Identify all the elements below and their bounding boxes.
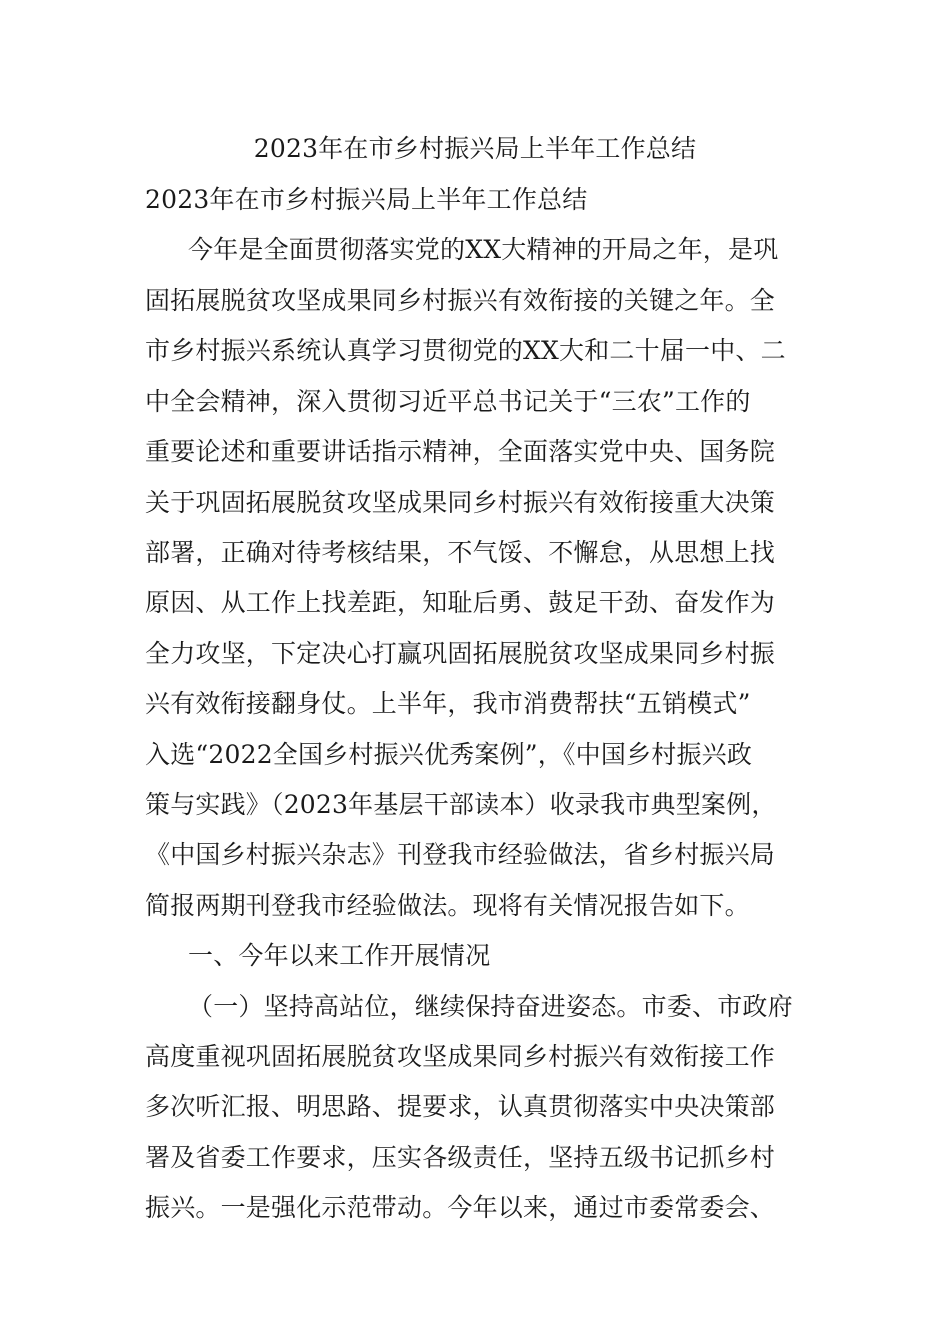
paragraph-line: 今年是全面贯彻落实党的XX大精神的开局之年，是巩 [188, 235, 779, 264]
paragraph-line: 部署，正确对待考核结果，不气馁、不懈怠，从思想上找 [145, 538, 776, 567]
paragraph-line: 关于巩固拓展脱贫攻坚成果同乡村振兴有效衔接重大决策 [145, 488, 776, 517]
paragraph-line: 全力攻坚，下定决心打赢巩固拓展脱贫攻坚成果同乡村振 [145, 639, 776, 668]
document-title: 2023年在市乡村振兴局上半年工作总结 [253, 134, 697, 163]
paragraph-line: 高度重视巩固拓展脱贫攻坚成果同乡村振兴有效衔接工作 [145, 1042, 776, 1071]
paragraph-line: 固拓展脱贫攻坚成果同乡村振兴有效衔接的关键之年。全 [145, 286, 776, 315]
paragraph-line: 《中国乡村振兴杂志》刊登我市经验做法，省乡村振兴局 [145, 840, 776, 869]
paragraph-line: 原因、从工作上找差距，知耻后勇、鼓足干劲、奋发作为 [145, 588, 776, 617]
paragraph-line: 振兴。一是强化示范带动。今年以来，通过市委常委会、 [145, 1193, 776, 1222]
paragraph-line: 入选“2022全国乡村振兴优秀案例”，《中国乡村振兴政 [145, 740, 753, 769]
paragraph-line: 兴有效衔接翻身仗。上半年，我市消费帮扶“五销模式” [145, 689, 751, 718]
document-subtitle: 2023年在市乡村振兴局上半年工作总结 [145, 185, 588, 214]
paragraph-line: （一）坚持高站位，继续保持奋进姿态。市委、市政府 [188, 992, 793, 1021]
paragraph-line: 简报两期刊登我市经验做法。现将有关情况报告如下。 [145, 891, 750, 920]
paragraph-line: 多次听汇报、明思路、提要求，认真贯彻落实中央决策部 [145, 1092, 776, 1121]
paragraph-line: 策与实践》（2023年基层干部读本）收录我市典型案例， [145, 790, 777, 819]
paragraph-line: 市乡村振兴系统认真学习贯彻党的XX大和二十届一中、二 [145, 336, 786, 365]
paragraph-line: 中全会精神，深入贯彻习近平总书记关于“三农”工作的 [145, 387, 751, 416]
paragraph-line: 重要论述和重要讲话指示精神，全面落实党中央、国务院 [145, 437, 776, 466]
section-heading: 一、今年以来工作开展情况 [188, 941, 491, 970]
paragraph-line: 署及省委工作要求，压实各级责任，坚持五级书记抓乡村 [145, 1143, 776, 1172]
